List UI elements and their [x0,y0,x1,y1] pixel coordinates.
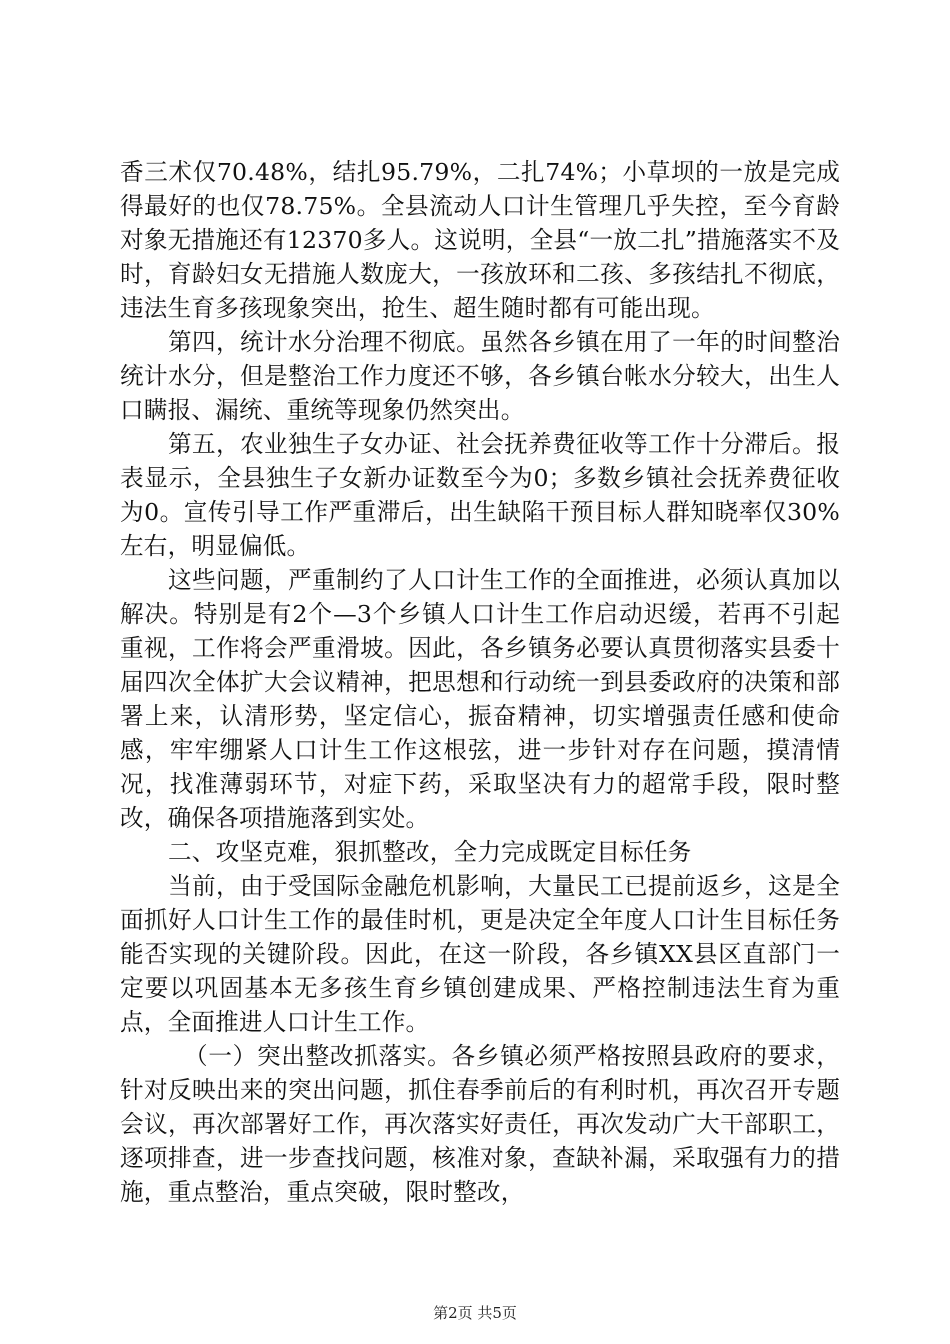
paragraph-continuation: 香三术仅70.48%，结扎95.79%，二扎74%；小草坝的一放是完成得最好的也仅78.75%。全县流动人口计生管理几乎失控，至今育龄对象无措施还有12370多人。这说明，全县“一放二扎”措施落实不及时，育龄妇女无措施人数庞大，一孩放环和二孩、多孩结扎不彻底，违法生育多孩现象突出，抢生、超生随时都有可能出现。 [120,158,840,322]
document-body [120,155,840,1209]
paragraph-subsection-one: （一）突出整改抓落实。各乡镇必须严格按照县政府的要求，针对反映出来的突出问题，抓住春季前后的有利时机，再次召开专题会议，再次部署好工作，再次落实好责任，再次发动广大干部职工，逐项排查，进一步查找问题，核准对象，查缺补漏，采取强有力的措施，重点整治，重点突破，限时整改， [120,1042,840,1206]
page-footer: 第2页 共5页 [433,1304,517,1322]
paragraph-summary: 这些问题，严重制约了人口计生工作的全面推进，必须认真加以解决。特别是有2个—3个乡镇人口计生工作启动迟缓，若再不引起重视，工作将会严重滑坡。因此，各乡镇务必要认真贯彻落实县委十届四次全体扩大会议精神，把思想和行动统一到县委政府的决策和部署上来，认清形势，坚定信心，振奋精神，切实增强责任感和使命感，牢牢绷紧人口计生工作这根弦，进一步针对存在问题，摸清情况，找准薄弱环节，对症下药，采取坚决有力的超常手段，限时整改，确保各项措施落到实处。 [120,566,840,832]
paragraph-current-situation: 当前，由于受国际金融危机影响，大量民工已提前返乡，这是全面抓好人口计生工作的最佳时机，更是决定全年度人口计生目标任务能否实现的关键阶段。因此，在这一阶段，各乡镇XX县区直部门一定要以巩固基本无多孩生育乡镇创建成果、严格控制违法生育为重点，全面推进人口计生工作。 [120,872,840,1036]
paragraph-fourth-issue: 第四，统计水分治理不彻底。虽然各乡镇在用了一年的时间整治统计水分，但是整治工作力度还不够，各乡镇台帐水分较大，出生人口瞒报、漏统、重统等现象仍然突出。 [120,328,840,424]
section-heading: 二、攻坚克难，狠抓整改，全力完成既定目标任务 [168,838,692,866]
paragraph-fifth-issue: 第五，农业独生子女办证、社会抚养费征收等工作十分滞后。报表显示，全县独生子女新办证数至今为0；多数乡镇社会抚养费征收为0。宣传引导工作严重滞后，出生缺陷干预目标人群知晓率仅30%左右，明显偏低。 [120,430,840,560]
